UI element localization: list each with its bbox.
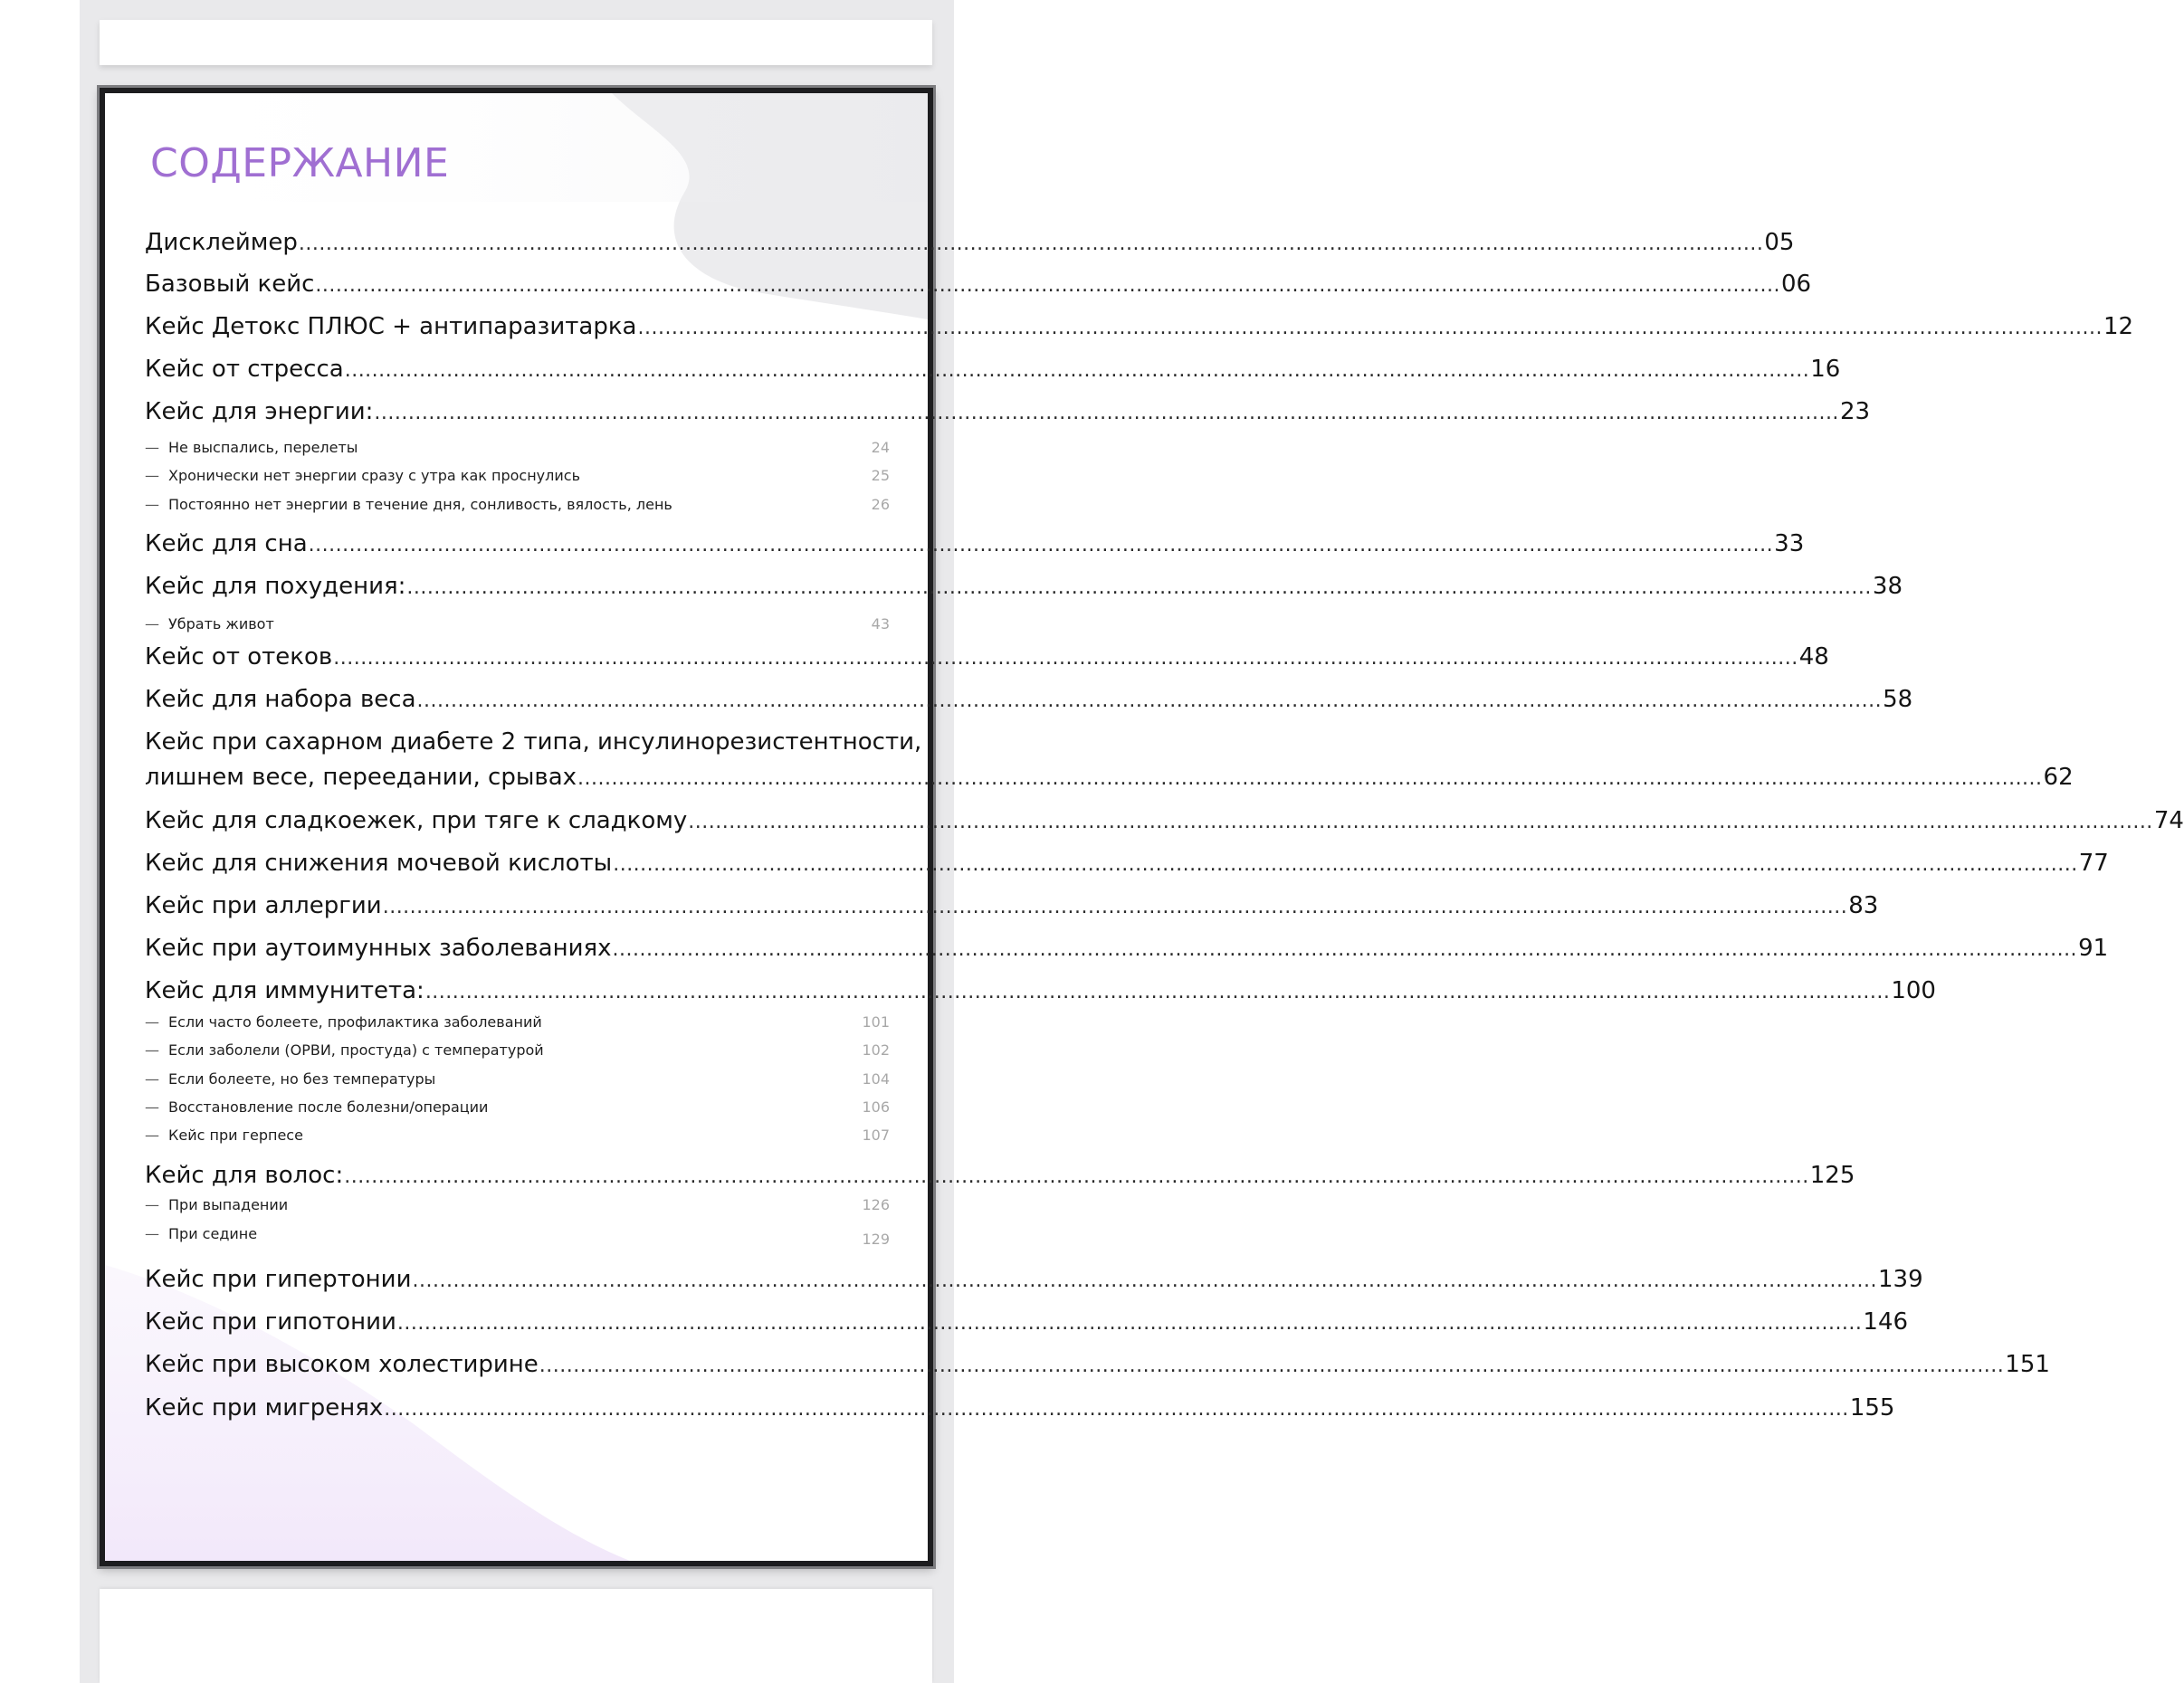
toc-subentry[interactable]: [145, 1070, 890, 1088]
subentry-dash: —: [145, 439, 159, 456]
toc-entry[interactable]: [145, 1308, 1909, 1336]
toc-entry-label: Кейс для сладкоежек, при тяге к сладкому: [145, 807, 688, 834]
toc-entry[interactable]: [145, 530, 1805, 557]
toc-entry-page: 77: [2078, 850, 2109, 877]
toc-entry-label: Кейс при мигренях: [145, 1394, 384, 1422]
toc-subentry-label: При выпадении: [168, 1196, 289, 1213]
toc-subentry-page: 101: [862, 1013, 890, 1031]
toc-subentry[interactable]: [145, 1225, 890, 1248]
toc-entry-page: 125: [1809, 1162, 1855, 1189]
subentry-dash: —: [145, 467, 159, 484]
toc-entry-page: 83: [1848, 892, 1879, 919]
toc-title: СОДЕРЖАНИЕ: [150, 140, 450, 186]
toc-entry[interactable]: [145, 977, 1936, 1004]
toc-subentry-label: Хронически нет энергии сразу с утра как проснулись: [168, 467, 580, 484]
toc-entry[interactable]: [145, 850, 2109, 877]
toc-entry-label: Кейс при гипертонии: [145, 1266, 412, 1293]
toc-subentry-page: 102: [862, 1041, 890, 1059]
toc-entry-label: Кейс при аутоимунных заболеваниях: [145, 935, 612, 962]
toc-entry[interactable]: [145, 356, 1841, 383]
toc-leader: ........................................................................................................................................................................................................................: [406, 576, 1872, 599]
toc-entry-label: Кейс для похудения:: [145, 573, 406, 600]
subentry-dash: —: [145, 1196, 159, 1213]
toc-subentry[interactable]: [145, 1098, 890, 1116]
toc-entry[interactable]: [145, 1266, 1923, 1293]
toc-entry-page: 100: [1891, 977, 1936, 1004]
subentry-dash: —: [145, 615, 159, 632]
toc-entry[interactable]: [145, 686, 1913, 713]
toc-entry-label: Кейс для волос:: [145, 1162, 344, 1189]
toc-subentry-label: Восстановление после болезни/операции: [168, 1098, 489, 1116]
toc-subentry-label: Если заболели (ОРВИ, простуда) с температурой: [168, 1041, 544, 1059]
toc-subentry-label: Убрать живот: [168, 615, 274, 632]
toc-entry-page: 155: [1849, 1394, 1895, 1422]
toc-subentry-page: 25: [871, 467, 890, 484]
subentry-dash: —: [145, 1013, 159, 1031]
toc-entry-page: 48: [1798, 643, 1829, 670]
subentry-dash: —: [145, 1098, 159, 1116]
toc-entry-label: Кейс для набора веса: [145, 686, 416, 713]
toc-entry[interactable]: [145, 1394, 1895, 1422]
toc-entry-page: 151: [2005, 1351, 2050, 1378]
toc-subentry-page: 126: [862, 1196, 890, 1213]
toc-leader: ........................................................................................................................................................................................................................: [637, 317, 2103, 339]
toc-subentry-page: 106: [862, 1098, 890, 1116]
toc-subentry-label: Кейс при герпесе: [168, 1127, 303, 1144]
toc-leader: ........................................................................................................................................................................................................................: [577, 767, 2043, 790]
toc-entry-page: 38: [1872, 573, 1903, 600]
toc-subentry-label: Не выспались, перелеты: [168, 439, 358, 456]
toc-subentry[interactable]: [145, 615, 890, 632]
toc-entry-label: Кейс при гипотонии: [145, 1308, 396, 1336]
toc-subentry-label: Постоянно нет энергии в течение дня, сонливость, вялость, лень: [168, 496, 672, 513]
toc-leader: ........................................................................................................................................................................................................................: [416, 689, 1883, 712]
toc-entry-page: 91: [2078, 935, 2109, 962]
toc-leader: ........................................................................................................................................................................................................................: [315, 274, 1780, 297]
toc-entry-label-continued: лишнем весе, переедании, срывах: [145, 764, 577, 791]
toc-entry[interactable]: [145, 271, 1812, 298]
toc-entry-page: 05: [1764, 229, 1795, 256]
toc-entry[interactable]: [145, 313, 2134, 340]
toc-leader: ........................................................................................................................................................................................................................: [298, 233, 1764, 255]
toc-leader: ........................................................................................................................................................................................................................: [344, 359, 1810, 382]
toc-subentry-page: 107: [862, 1127, 890, 1144]
toc-entry-label: Кейс для иммунитета:: [145, 977, 424, 1004]
toc-page: [100, 88, 2184, 1566]
toc-entry-label: Кейс для сна: [145, 530, 308, 557]
toc-subentry-label: При седине: [168, 1225, 258, 1242]
toc-subentry-page: 24: [871, 439, 890, 456]
toc-entry-page: 06: [1780, 271, 1812, 298]
toc-subentry[interactable]: [145, 439, 890, 456]
toc-entry-page: 33: [1774, 530, 1805, 557]
toc-entry-page: 74: [2153, 807, 2184, 834]
toc-subentry[interactable]: [145, 496, 890, 513]
toc-entry-page: 16: [1810, 356, 1841, 383]
toc-leader: ........................................................................................................................................................................................................................: [344, 1165, 1809, 1188]
toc-subentry-label: Если болеете, но без температуры: [168, 1070, 436, 1088]
toc-entry[interactable]: [145, 1351, 2050, 1378]
next-page[interactable]: [100, 1589, 932, 1683]
toc-leader: ........................................................................................................................................................................................................................: [382, 896, 1848, 918]
toc-leader: ........................................................................................................................................................................................................................: [613, 853, 2078, 876]
toc-entry-page: 62: [2043, 764, 2074, 791]
toc-entry[interactable]: [145, 398, 1871, 425]
toc-entry-label: Дисклеймер: [145, 229, 298, 256]
toc-subentry[interactable]: [145, 467, 890, 484]
toc-entry-page: 23: [1839, 398, 1871, 425]
subentry-dash: —: [145, 1041, 159, 1059]
toc-entry[interactable]: [145, 1162, 1855, 1189]
toc-entry[interactable]: [145, 892, 1879, 919]
toc-subentry[interactable]: [145, 1041, 890, 1059]
subentry-dash: —: [145, 1225, 159, 1242]
toc-leader: ........................................................................................................................................................................................................................: [539, 1355, 2005, 1377]
toc-entry-label: Кейс Детокс ПЛЮС + антипаразитарка: [145, 313, 637, 340]
toc-subentry-page: 26: [871, 496, 890, 513]
subentry-dash: —: [145, 1070, 159, 1088]
toc-leader: ........................................................................................................................................................................................................................: [612, 938, 2078, 961]
toc-entry-label: Кейс от отеков: [145, 643, 333, 670]
toc-leader: ........................................................................................................................................................................................................................: [412, 1269, 1878, 1292]
toc-entry[interactable]: [145, 643, 1829, 670]
toc-subentry-page: 43: [871, 615, 890, 632]
toc-leader: ........................................................................................................................................................................................................................: [308, 534, 1774, 556]
toc-entry-label: Кейс для энергии:: [145, 398, 374, 425]
toc-entry[interactable]: [145, 807, 2184, 834]
toc-subentry-label: Если часто болеете, профилактика заболеваний: [168, 1013, 542, 1031]
toc-subentry[interactable]: [145, 1196, 890, 1213]
previous-page[interactable]: [100, 20, 932, 65]
toc-entry[interactable]: [145, 935, 2109, 962]
toc-entry[interactable]: [145, 229, 1795, 256]
toc-entry-page: 139: [1878, 1266, 1923, 1293]
toc-subentry-page: 129: [862, 1231, 890, 1248]
subentry-dash: —: [145, 1127, 159, 1144]
toc-subentry[interactable]: [145, 1127, 890, 1144]
toc-leader: ........................................................................................................................................................................................................................: [384, 1398, 1849, 1421]
toc-subentry-page: 104: [862, 1070, 890, 1088]
toc-entry-page: 146: [1863, 1308, 1909, 1336]
toc-entry[interactable]: [145, 728, 2074, 791]
toc-leader: ........................................................................................................................................................................................................................: [374, 402, 1839, 424]
subentry-dash: —: [145, 496, 159, 513]
toc-entry-label: Базовый кейс: [145, 271, 315, 298]
toc-entry-page: 12: [2103, 313, 2134, 340]
toc-leader: ........................................................................................................................................................................................................................: [688, 811, 2153, 833]
toc-entry-label: Кейс при сахарном диабете 2 типа, инсулинорезистентности,: [145, 728, 922, 756]
toc-entry[interactable]: [145, 573, 1903, 600]
toc-entry-label: Кейс от стресса: [145, 356, 344, 383]
toc-entry-label: Кейс при высоком холестирине: [145, 1351, 539, 1378]
toc-entry-page: 58: [1883, 686, 1913, 713]
toc-leader: ........................................................................................................................................................................................................................: [396, 1312, 1863, 1335]
toc-subentry[interactable]: [145, 1013, 890, 1031]
toc-leader: ........................................................................................................................................................................................................................: [424, 981, 1891, 1003]
toc-entry-label: Кейс для снижения мочевой кислоты: [145, 850, 613, 877]
toc-entry-label: Кейс при аллергии: [145, 892, 382, 919]
toc-leader: ........................................................................................................................................................................................................................: [333, 647, 1798, 670]
